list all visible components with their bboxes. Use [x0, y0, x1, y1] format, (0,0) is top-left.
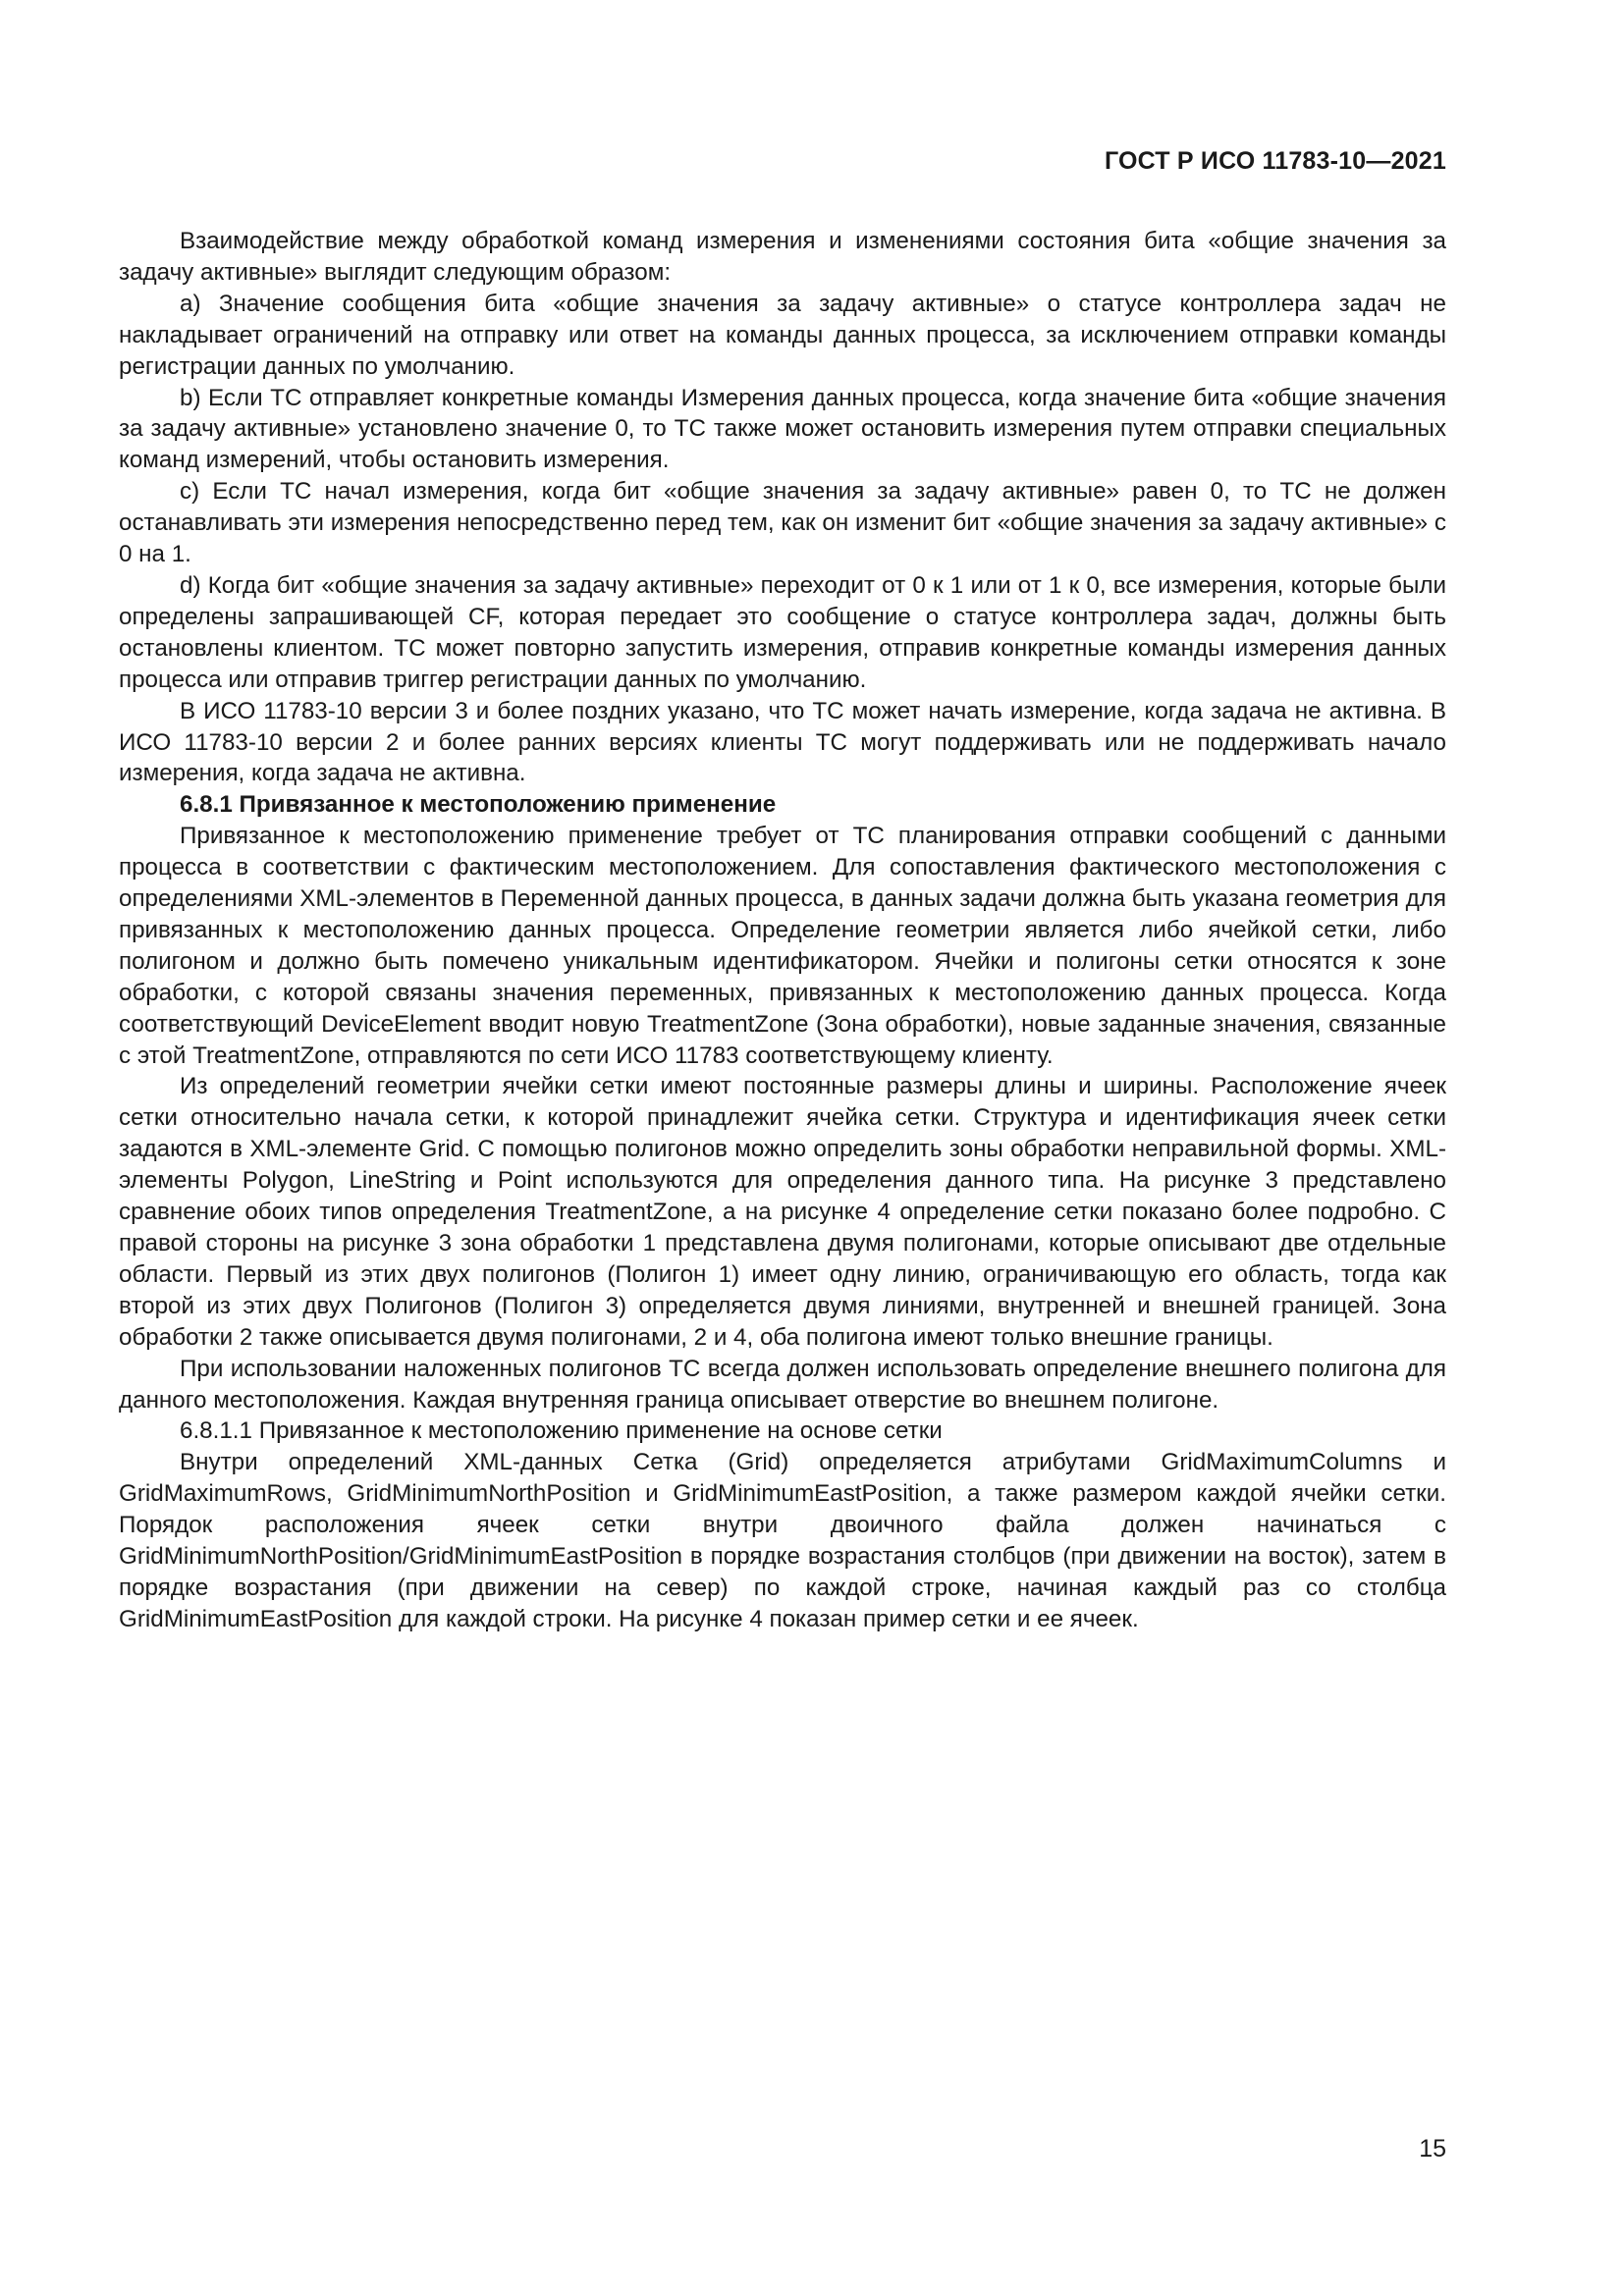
body-text — [119, 226, 1446, 1635]
paragraph-item-c: c) Если ТС начал измерения, когда бит «общие значения за задачу активные» равен 0, то ТС не должен останавливать эти измерения непосредственно перед тем, как он изменит бит «общие значения за задачу активные» с 0 на 1. — [119, 478, 1446, 568]
section-heading-6-8-1-1: 6.8.1.1 Привязанное к местоположению применение на основе сетки — [180, 1417, 943, 1445]
paragraph-intro: Взаимодействие между обработкой команд измерения и изменениями состояния бита «общие значения за задачу активные» выглядит следующим образом: — [119, 228, 1446, 286]
section-heading-6-8-1: 6.8.1 Привязанное к местоположению применение — [180, 791, 777, 819]
document-header: ГОСТ Р ИСО 11783-10—2021 — [1104, 147, 1446, 175]
paragraph-location-based: Привязанное к местоположению применение требует от ТС планирования отправки сообщений с данными процесса в соответствии с фактическим местоположением. Для сопоставления фактического местоположения с определениями XML-элементов в Переменной данных процесса, в данных задачи должна быть указана геометрия для привязанных к местоположению данных процесса. Определение геометрии является либо ячейкой сетки, либо полигоном и должно быть помечено уникальным идентификатором. Ячейки и полигоны сетки относятся к зоне обработки, с которой связаны значения переменных, привязанных к местоположению данных процесса. Когда соответствующий DeviceElement вводит новую TreatmentZone (Зона обработки), новые заданные значения, связанные с этой TreatmentZone, отправляются по сети ИСО 11783 соответствующему клиенту. — [119, 823, 1446, 1069]
paragraph-item-a: a) Значение сообщения бита «общие значения за задачу активные» о статусе контроллера задач не накладывает ограничений на отправку или ответ на команды данных процесса, за исключением отправки команды регистрации данных по умолчанию. — [119, 290, 1446, 380]
page-number: 15 — [1419, 2135, 1446, 2163]
paragraph-version-note: В ИСО 11783-10 версии 3 и более поздних указано, что ТС может начать измерение, когда задача не активна. В ИСО 11783-10 версии 2 и более ранних версиях клиенты ТС могут поддерживать или не поддерживать начало измерения, когда задача не активна. — [119, 697, 1446, 787]
paragraph-item-d: d) Когда бит «общие значения за задачу активные» переходит от 0 к 1 или от 1 к 0, все измерения, которые были определены запрашивающей CF, которая передает это сообщение о статусе контроллера задач, должны быть остановлены клиентом. ТС может повторно запустить измерения, отправив конкретные команды измерения данных процесса или отправив триггер регистрации данных по умолчанию. — [119, 571, 1446, 693]
paragraph-item-b: b) Если ТС отправляет конкретные команды Измерения данных процесса, когда значение бита «общие значения за задачу активные» установлено значение 0, то ТС также может остановить измерения путем отправки специальных команд измерений, чтобы остановить измерения. — [119, 384, 1446, 474]
paragraph-grid: Внутри определений XML-данных Сетка (Grid) определяется атрибутами GridMaximumColumns и GridMaximumRows, GridMinimumNorthPosition и GridMinimumEastPosition, а также размером каждой ячейки сетки. Порядок расположения ячеек сетки внутри двоичного файла должен начинаться с GridMinimumNorthPosition/GridMinimumEastPosition в порядке возрастания столбцов (при движении на восток), затем в порядке возрастания (при движении на север) по каждой строке, начиная каждый раз со столбца GridMinimumEastPosition для каждой строки. На рисунке 4 показан пример сетки и ее ячеек. — [119, 1449, 1446, 1632]
paragraph-overlapping-polygons: При использовании наложенных полигонов ТС всегда должен использовать определение внешнего полигона для данного местоположения. Каждая внутренняя граница описывает отверстие во внешнем полигоне. — [119, 1355, 1446, 1414]
paragraph-geometry: Из определений геометрии ячейки сетки имеют постоянные размеры длины и ширины. Расположение ячеек сетки относительно начала сетки, к которой принадлежит ячейка сетки. Структура и идентификация ячеек сетки задаются в XML-элементе Grid. С помощью полигонов можно определить зоны обработки неправильной формы. XML-элементы Polygon, LineString и Point используются для определения данного типа. На рисунке 3 представлено сравнение обоих типов определения TreatmentZone, а на рисунке 4 определение сетки показано более подробно. С правой стороны на рисунке 3 зона обработки 1 представлена двумя полигонами, которые описывают две отдельные области. Первый из этих двух полигонов (Полигон 1) имеет одну линию, ограничивающую его область, тогда как второй из этих двух Полигонов (Полигон 3) определяется двумя линиями, внутренней и внешней границей. Зона обработки 2 также описывается двумя полигонами, 2 и 4, оба полигона имеют только внешние границы. — [119, 1073, 1446, 1351]
